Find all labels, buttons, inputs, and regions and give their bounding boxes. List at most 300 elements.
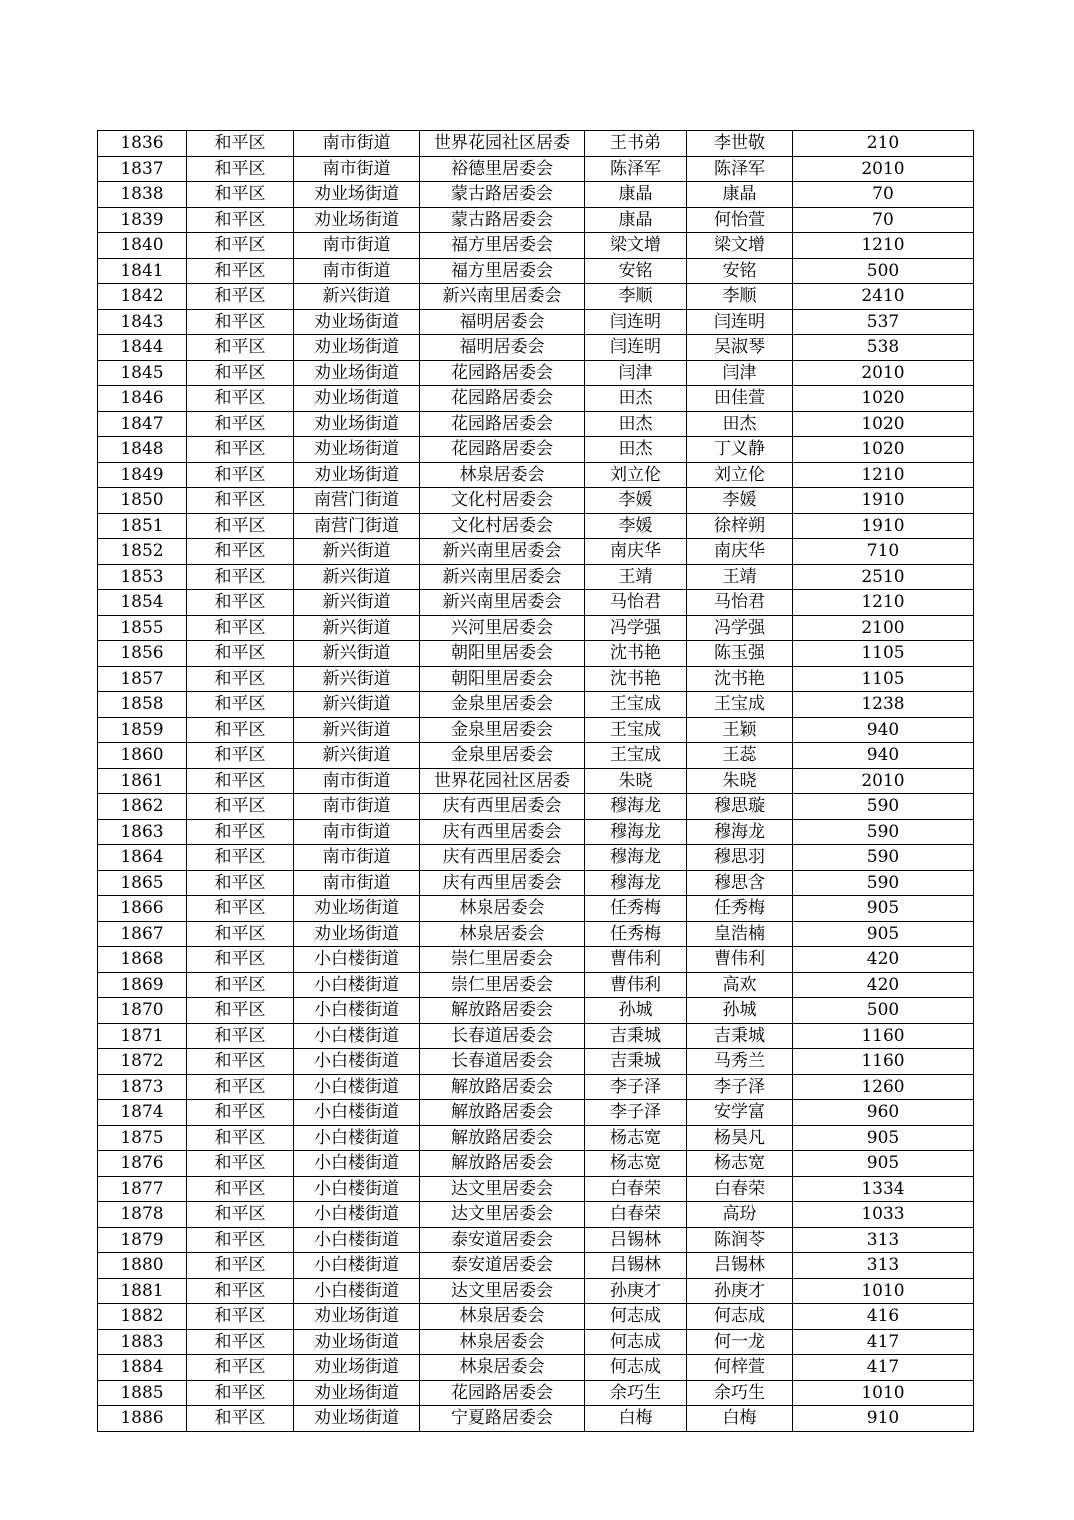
- member-cell: 高欢: [687, 972, 793, 998]
- member-cell: 闫连明: [687, 309, 793, 335]
- district-cell: 和平区: [187, 692, 294, 718]
- district-cell: 和平区: [187, 921, 294, 947]
- applicant-cell: 任秀梅: [585, 921, 687, 947]
- applicant-cell: 李媛: [585, 488, 687, 514]
- amount-cell: 590: [793, 819, 974, 845]
- row-number-cell: 1862: [98, 794, 187, 820]
- amount-cell: 590: [793, 794, 974, 820]
- applicant-cell: 杨志宽: [585, 1151, 687, 1177]
- applicant-cell: 何志成: [585, 1329, 687, 1355]
- applicant-cell: 梁文增: [585, 233, 687, 259]
- row-number-cell: 1860: [98, 743, 187, 769]
- community-cell: 林泉居委会: [420, 462, 585, 488]
- row-number-cell: 1859: [98, 717, 187, 743]
- applicant-cell: 刘立伦: [585, 462, 687, 488]
- table-row: [98, 819, 974, 845]
- row-number-cell: 1838: [98, 182, 187, 208]
- applicant-cell: 穆海龙: [585, 845, 687, 871]
- district-cell: 和平区: [187, 437, 294, 463]
- applicant-cell: 白梅: [585, 1406, 687, 1432]
- amount-cell: 1010: [793, 1380, 974, 1406]
- table-row: [98, 666, 974, 692]
- community-cell: 林泉居委会: [420, 896, 585, 922]
- street-cell: 小白楼街道: [294, 1176, 420, 1202]
- street-cell: 新兴街道: [294, 539, 420, 565]
- district-cell: 和平区: [187, 615, 294, 641]
- street-cell: 南市街道: [294, 870, 420, 896]
- street-cell: 劝业场街道: [294, 462, 420, 488]
- street-cell: 南营门街道: [294, 513, 420, 539]
- district-cell: 和平区: [187, 1278, 294, 1304]
- applicant-cell: 穆海龙: [585, 794, 687, 820]
- district-cell: 和平区: [187, 1176, 294, 1202]
- amount-cell: 2010: [793, 156, 974, 182]
- community-cell: 解放路居委会: [420, 998, 585, 1024]
- applicant-cell: 吉秉城: [585, 1023, 687, 1049]
- amount-cell: 1020: [793, 437, 974, 463]
- row-number-cell: 1852: [98, 539, 187, 565]
- row-number-cell: 1869: [98, 972, 187, 998]
- applicant-cell: 李子泽: [585, 1074, 687, 1100]
- row-number-cell: 1877: [98, 1176, 187, 1202]
- street-cell: 新兴街道: [294, 641, 420, 667]
- street-cell: 劝业场街道: [294, 1380, 420, 1406]
- street-cell: 南市街道: [294, 233, 420, 259]
- table-row: [98, 1227, 974, 1253]
- row-number-cell: 1883: [98, 1329, 187, 1355]
- community-cell: 泰安道居委会: [420, 1253, 585, 1279]
- amount-cell: 590: [793, 870, 974, 896]
- street-cell: 小白楼街道: [294, 1202, 420, 1228]
- member-cell: 任秀梅: [687, 896, 793, 922]
- table-row: [98, 896, 974, 922]
- community-cell: 金泉里居委会: [420, 717, 585, 743]
- district-cell: 和平区: [187, 539, 294, 565]
- applicant-cell: 康晶: [585, 182, 687, 208]
- amount-cell: 70: [793, 182, 974, 208]
- member-cell: 皇浩楠: [687, 921, 793, 947]
- applicant-cell: 闫津: [585, 360, 687, 386]
- community-cell: 花园路居委会: [420, 411, 585, 437]
- amount-cell: 313: [793, 1227, 974, 1253]
- applicant-cell: 吕锡林: [585, 1227, 687, 1253]
- row-number-cell: 1886: [98, 1406, 187, 1432]
- district-cell: 和平区: [187, 1023, 294, 1049]
- street-cell: 劝业场街道: [294, 360, 420, 386]
- table-row: [98, 921, 974, 947]
- street-cell: 南市街道: [294, 131, 420, 157]
- applicant-cell: 任秀梅: [585, 896, 687, 922]
- row-number-cell: 1863: [98, 819, 187, 845]
- member-cell: 李子泽: [687, 1074, 793, 1100]
- amount-cell: 1160: [793, 1049, 974, 1075]
- row-number-cell: 1853: [98, 564, 187, 590]
- street-cell: 新兴街道: [294, 717, 420, 743]
- row-number-cell: 1884: [98, 1355, 187, 1381]
- district-cell: 和平区: [187, 1227, 294, 1253]
- applicant-cell: 李顺: [585, 284, 687, 310]
- member-cell: 杨昊凡: [687, 1125, 793, 1151]
- amount-cell: 940: [793, 717, 974, 743]
- member-cell: 穆海龙: [687, 819, 793, 845]
- amount-cell: 500: [793, 258, 974, 284]
- table-row: [98, 972, 974, 998]
- table-row: [98, 768, 974, 794]
- amount-cell: 1020: [793, 411, 974, 437]
- street-cell: 小白楼街道: [294, 947, 420, 973]
- community-cell: 新兴南里居委会: [420, 564, 585, 590]
- district-cell: 和平区: [187, 947, 294, 973]
- table-row: [98, 794, 974, 820]
- district-cell: 和平区: [187, 233, 294, 259]
- table-row: [98, 437, 974, 463]
- district-cell: 和平区: [187, 284, 294, 310]
- row-number-cell: 1841: [98, 258, 187, 284]
- applicant-cell: 陈泽军: [585, 156, 687, 182]
- street-cell: 新兴街道: [294, 615, 420, 641]
- community-cell: 福方里居委会: [420, 258, 585, 284]
- member-cell: 高玢: [687, 1202, 793, 1228]
- community-cell: 解放路居委会: [420, 1125, 585, 1151]
- district-cell: 和平区: [187, 1406, 294, 1432]
- table-row: [98, 1304, 974, 1330]
- applicant-cell: 吉秉城: [585, 1049, 687, 1075]
- row-number-cell: 1857: [98, 666, 187, 692]
- member-cell: 朱晓: [687, 768, 793, 794]
- row-number-cell: 1876: [98, 1151, 187, 1177]
- amount-cell: 210: [793, 131, 974, 157]
- community-cell: 解放路居委会: [420, 1151, 585, 1177]
- applicant-cell: 李媛: [585, 513, 687, 539]
- applicant-cell: 穆海龙: [585, 870, 687, 896]
- community-cell: 文化村居委会: [420, 513, 585, 539]
- row-number-cell: 1885: [98, 1380, 187, 1406]
- applicant-cell: 白春荣: [585, 1176, 687, 1202]
- community-cell: 新兴南里居委会: [420, 590, 585, 616]
- amount-cell: 905: [793, 921, 974, 947]
- street-cell: 小白楼街道: [294, 1100, 420, 1126]
- applicant-cell: 朱晓: [585, 768, 687, 794]
- applicant-cell: 王宝成: [585, 692, 687, 718]
- community-cell: 达文里居委会: [420, 1176, 585, 1202]
- row-number-cell: 1874: [98, 1100, 187, 1126]
- applicant-cell: 孙城: [585, 998, 687, 1024]
- district-cell: 和平区: [187, 462, 294, 488]
- street-cell: 南市街道: [294, 768, 420, 794]
- table-row: [98, 1074, 974, 1100]
- district-cell: 和平区: [187, 1304, 294, 1330]
- member-cell: 杨志宽: [687, 1151, 793, 1177]
- applicant-cell: 闫连明: [585, 335, 687, 361]
- member-cell: 何怡萱: [687, 207, 793, 233]
- table-row: [98, 1100, 974, 1126]
- table-row: [98, 233, 974, 259]
- applicant-cell: 余巧生: [585, 1380, 687, 1406]
- district-cell: 和平区: [187, 794, 294, 820]
- community-cell: 宁夏路居委会: [420, 1406, 585, 1432]
- row-number-cell: 1871: [98, 1023, 187, 1049]
- amount-cell: 590: [793, 845, 974, 871]
- applicant-cell: 王靖: [585, 564, 687, 590]
- table-row: [98, 182, 974, 208]
- data-table: [97, 130, 974, 1432]
- community-cell: 庆有西里居委会: [420, 794, 585, 820]
- table-row: [98, 335, 974, 361]
- community-cell: 兴河里居委会: [420, 615, 585, 641]
- street-cell: 南市街道: [294, 156, 420, 182]
- amount-cell: 420: [793, 972, 974, 998]
- row-number-cell: 1843: [98, 309, 187, 335]
- member-cell: 穆思含: [687, 870, 793, 896]
- amount-cell: 905: [793, 1125, 974, 1151]
- row-number-cell: 1856: [98, 641, 187, 667]
- applicant-cell: 马怡君: [585, 590, 687, 616]
- row-number-cell: 1844: [98, 335, 187, 361]
- district-cell: 和平区: [187, 1355, 294, 1381]
- applicant-cell: 李子泽: [585, 1100, 687, 1126]
- community-cell: 花园路居委会: [420, 386, 585, 412]
- member-cell: 何一龙: [687, 1329, 793, 1355]
- applicant-cell: 田杰: [585, 411, 687, 437]
- amount-cell: 416: [793, 1304, 974, 1330]
- street-cell: 小白楼街道: [294, 1227, 420, 1253]
- district-cell: 和平区: [187, 717, 294, 743]
- street-cell: 劝业场街道: [294, 1304, 420, 1330]
- member-cell: 吉秉城: [687, 1023, 793, 1049]
- amount-cell: 500: [793, 998, 974, 1024]
- row-number-cell: 1848: [98, 437, 187, 463]
- street-cell: 新兴街道: [294, 743, 420, 769]
- community-cell: 林泉居委会: [420, 1329, 585, 1355]
- amount-cell: 420: [793, 947, 974, 973]
- district-cell: 和平区: [187, 411, 294, 437]
- row-number-cell: 1840: [98, 233, 187, 259]
- member-cell: 孙庚才: [687, 1278, 793, 1304]
- amount-cell: 2100: [793, 615, 974, 641]
- member-cell: 曹伟利: [687, 947, 793, 973]
- table-row: [98, 207, 974, 233]
- applicant-cell: 田杰: [585, 386, 687, 412]
- row-number-cell: 1847: [98, 411, 187, 437]
- row-number-cell: 1873: [98, 1074, 187, 1100]
- amount-cell: 1020: [793, 386, 974, 412]
- district-cell: 和平区: [187, 972, 294, 998]
- district-cell: 和平区: [187, 743, 294, 769]
- row-number-cell: 1872: [98, 1049, 187, 1075]
- row-number-cell: 1846: [98, 386, 187, 412]
- amount-cell: 537: [793, 309, 974, 335]
- table-row: [98, 947, 974, 973]
- street-cell: 新兴街道: [294, 692, 420, 718]
- community-cell: 林泉居委会: [420, 1304, 585, 1330]
- applicant-cell: 冯学强: [585, 615, 687, 641]
- member-cell: 李媛: [687, 488, 793, 514]
- row-number-cell: 1858: [98, 692, 187, 718]
- district-cell: 和平区: [187, 156, 294, 182]
- table-row: [98, 998, 974, 1024]
- amount-cell: 1260: [793, 1074, 974, 1100]
- district-cell: 和平区: [187, 1049, 294, 1075]
- member-cell: 何梓萱: [687, 1355, 793, 1381]
- street-cell: 南营门街道: [294, 488, 420, 514]
- district-cell: 和平区: [187, 1253, 294, 1279]
- row-number-cell: 1879: [98, 1227, 187, 1253]
- community-cell: 新兴南里居委会: [420, 539, 585, 565]
- amount-cell: 2410: [793, 284, 974, 310]
- street-cell: 新兴街道: [294, 564, 420, 590]
- community-cell: 林泉居委会: [420, 1355, 585, 1381]
- street-cell: 劝业场街道: [294, 411, 420, 437]
- table-row: [98, 692, 974, 718]
- district-cell: 和平区: [187, 488, 294, 514]
- row-number-cell: 1881: [98, 1278, 187, 1304]
- table-row: [98, 1380, 974, 1406]
- table-row: [98, 513, 974, 539]
- community-cell: 蒙古路居委会: [420, 182, 585, 208]
- row-number-cell: 1882: [98, 1304, 187, 1330]
- district-cell: 和平区: [187, 1329, 294, 1355]
- table-row: [98, 411, 974, 437]
- row-number-cell: 1837: [98, 156, 187, 182]
- table-row: [98, 539, 974, 565]
- row-number-cell: 1867: [98, 921, 187, 947]
- applicant-cell: 闫连明: [585, 309, 687, 335]
- member-cell: 李顺: [687, 284, 793, 310]
- amount-cell: 1010: [793, 1278, 974, 1304]
- table-body: [98, 131, 974, 1432]
- amount-cell: 2010: [793, 768, 974, 794]
- applicant-cell: 王宝成: [585, 717, 687, 743]
- table-row: [98, 1125, 974, 1151]
- applicant-cell: 田杰: [585, 437, 687, 463]
- district-cell: 和平区: [187, 207, 294, 233]
- street-cell: 劝业场街道: [294, 1355, 420, 1381]
- street-cell: 劝业场街道: [294, 386, 420, 412]
- table-row: [98, 462, 974, 488]
- street-cell: 劝业场街道: [294, 896, 420, 922]
- applicant-cell: 何志成: [585, 1304, 687, 1330]
- street-cell: 新兴街道: [294, 666, 420, 692]
- community-cell: 金泉里居委会: [420, 692, 585, 718]
- street-cell: 劝业场街道: [294, 335, 420, 361]
- amount-cell: 1210: [793, 590, 974, 616]
- table-row: [98, 845, 974, 871]
- community-cell: 蒙古路居委会: [420, 207, 585, 233]
- amount-cell: 940: [793, 743, 974, 769]
- row-number-cell: 1850: [98, 488, 187, 514]
- community-cell: 金泉里居委会: [420, 743, 585, 769]
- district-cell: 和平区: [187, 590, 294, 616]
- district-cell: 和平区: [187, 819, 294, 845]
- applicant-cell: 曹伟利: [585, 972, 687, 998]
- community-cell: 庆有西里居委会: [420, 845, 585, 871]
- table-row: [98, 743, 974, 769]
- row-number-cell: 1864: [98, 845, 187, 871]
- member-cell: 闫津: [687, 360, 793, 386]
- member-cell: 吕锡林: [687, 1253, 793, 1279]
- community-cell: 长春道居委会: [420, 1023, 585, 1049]
- member-cell: 刘立伦: [687, 462, 793, 488]
- street-cell: 劝业场街道: [294, 182, 420, 208]
- street-cell: 新兴街道: [294, 284, 420, 310]
- district-cell: 和平区: [187, 1380, 294, 1406]
- row-number-cell: 1878: [98, 1202, 187, 1228]
- district-cell: 和平区: [187, 1074, 294, 1100]
- member-cell: 王靖: [687, 564, 793, 590]
- applicant-cell: 王宝成: [585, 743, 687, 769]
- community-cell: 崇仁里居委会: [420, 972, 585, 998]
- district-cell: 和平区: [187, 309, 294, 335]
- amount-cell: 960: [793, 1100, 974, 1126]
- community-cell: 世界花园社区居委: [420, 768, 585, 794]
- district-cell: 和平区: [187, 1151, 294, 1177]
- community-cell: 花园路居委会: [420, 437, 585, 463]
- row-number-cell: 1842: [98, 284, 187, 310]
- street-cell: 小白楼街道: [294, 1278, 420, 1304]
- street-cell: 南市街道: [294, 819, 420, 845]
- table-row: [98, 1329, 974, 1355]
- member-cell: 余巧生: [687, 1380, 793, 1406]
- table-row: [98, 1151, 974, 1177]
- community-cell: 福明居委会: [420, 335, 585, 361]
- member-cell: 南庆华: [687, 539, 793, 565]
- district-cell: 和平区: [187, 896, 294, 922]
- row-number-cell: 1866: [98, 896, 187, 922]
- street-cell: 小白楼街道: [294, 1125, 420, 1151]
- street-cell: 劝业场街道: [294, 1406, 420, 1432]
- member-cell: 田佳萱: [687, 386, 793, 412]
- community-cell: 花园路居委会: [420, 360, 585, 386]
- table-row: [98, 1049, 974, 1075]
- district-cell: 和平区: [187, 182, 294, 208]
- district-cell: 和平区: [187, 360, 294, 386]
- member-cell: 李世敬: [687, 131, 793, 157]
- member-cell: 安铭: [687, 258, 793, 284]
- community-cell: 新兴南里居委会: [420, 284, 585, 310]
- community-cell: 花园路居委会: [420, 1380, 585, 1406]
- amount-cell: 1105: [793, 666, 974, 692]
- amount-cell: 417: [793, 1355, 974, 1381]
- table-row: [98, 284, 974, 310]
- member-cell: 白梅: [687, 1406, 793, 1432]
- member-cell: 白春荣: [687, 1176, 793, 1202]
- applicant-cell: 南庆华: [585, 539, 687, 565]
- applicant-cell: 何志成: [585, 1355, 687, 1381]
- district-cell: 和平区: [187, 666, 294, 692]
- applicant-cell: 孙庚才: [585, 1278, 687, 1304]
- member-cell: 王宝成: [687, 692, 793, 718]
- row-number-cell: 1839: [98, 207, 187, 233]
- community-cell: 泰安道居委会: [420, 1227, 585, 1253]
- member-cell: 冯学强: [687, 615, 793, 641]
- table-row: [98, 386, 974, 412]
- community-cell: 解放路居委会: [420, 1100, 585, 1126]
- table-row: [98, 590, 974, 616]
- district-cell: 和平区: [187, 564, 294, 590]
- amount-cell: 313: [793, 1253, 974, 1279]
- district-cell: 和平区: [187, 845, 294, 871]
- table-row: [98, 156, 974, 182]
- street-cell: 南市街道: [294, 794, 420, 820]
- table-row: [98, 615, 974, 641]
- street-cell: 南市街道: [294, 845, 420, 871]
- member-cell: 马秀兰: [687, 1049, 793, 1075]
- street-cell: 南市街道: [294, 258, 420, 284]
- table-row: [98, 641, 974, 667]
- applicant-cell: 曹伟利: [585, 947, 687, 973]
- street-cell: 小白楼街道: [294, 1074, 420, 1100]
- table-row: [98, 717, 974, 743]
